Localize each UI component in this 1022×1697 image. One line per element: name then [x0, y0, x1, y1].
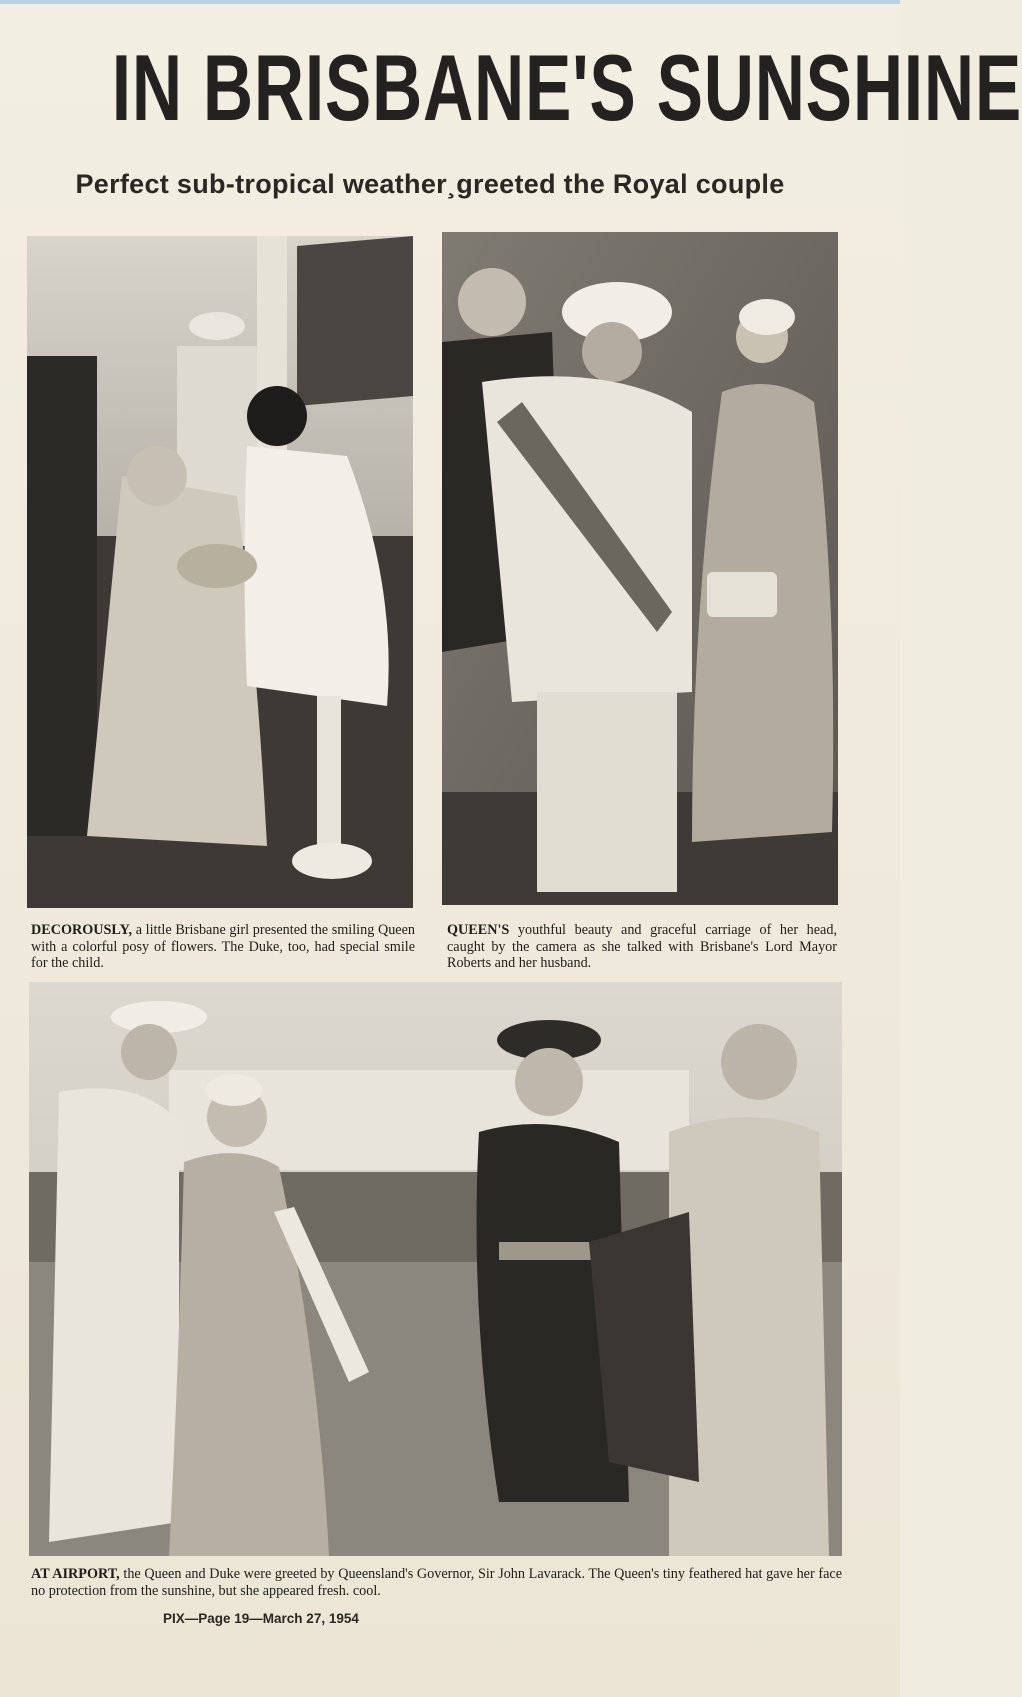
caption-lead: AT AIRPORT,	[31, 1566, 120, 1582]
photo-airport-greeting	[29, 982, 842, 1556]
scan-edge	[0, 0, 900, 4]
caption-text: youthful beauty and graceful carriage of her head, caught by the camera as she talked with Brisbane's Lord Mayor Roberts and her husband.	[447, 922, 837, 971]
page-footer: PIX—Page 19—March 27, 1954	[163, 1611, 359, 1626]
subheadline: Perfect sub-tropical weather¸greeted the Royal couple	[75, 169, 785, 199]
photo-girl-presents-posy	[27, 236, 413, 908]
caption-lead: QUEEN'S	[447, 922, 510, 938]
caption-photo-3	[31, 1566, 842, 1599]
caption-photo-2	[447, 922, 837, 972]
headline: IN BRISBANE'S SUNSHINE	[111, 35, 1022, 140]
caption-text: a little Brisbane girl presented the smiling Queen with a colorful posy of flowers. The Duke, too, had special smile for the child.	[31, 922, 415, 971]
caption-photo-1	[31, 922, 415, 972]
caption-text: the Queen and Duke were greeted by Queensland's Governor, Sir John Lavarack. The Queen's tiny feathered hat gave her face no protection from the sunshine, but she appeared fresh. cool.	[31, 1566, 842, 1599]
caption-lead: DECOROUSLY,	[31, 922, 133, 938]
photo-queen-lord-mayor	[442, 232, 838, 905]
